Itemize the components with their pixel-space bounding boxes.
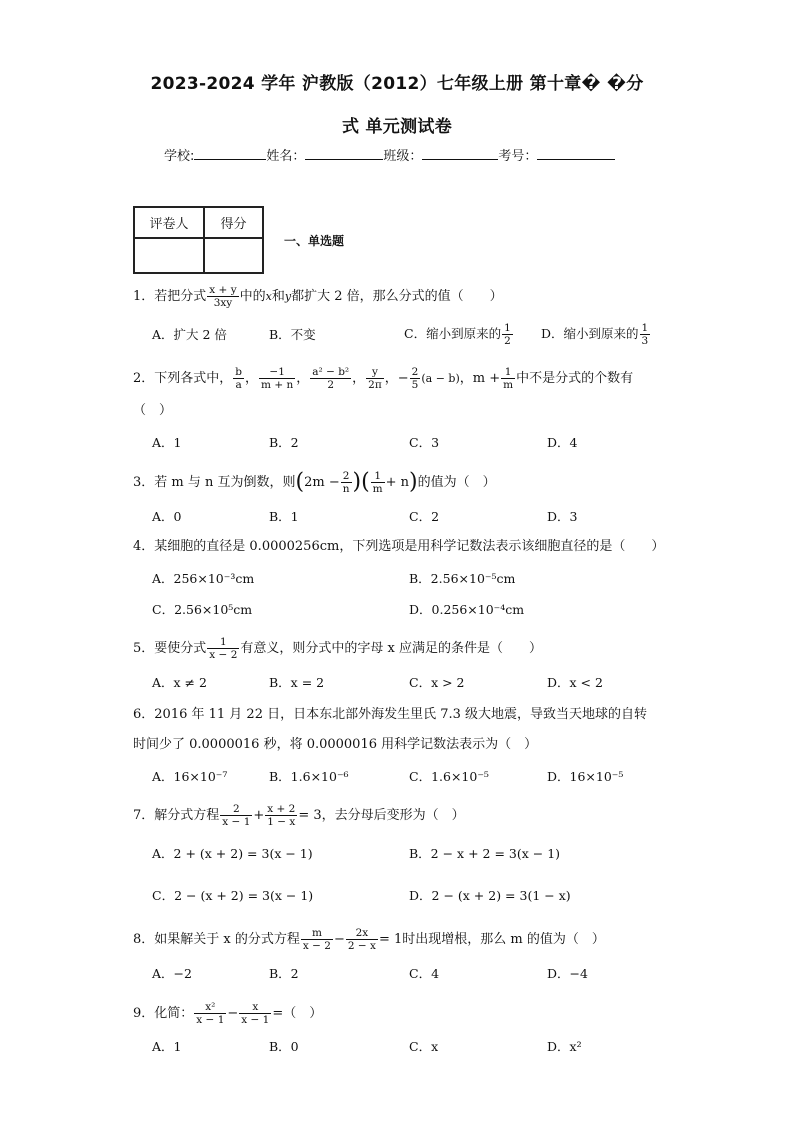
fraction: $\frac{2x}{2 - x}$ — [347, 927, 376, 952]
q3-option-d[interactable]: D．3 — [547, 509, 578, 524]
fraction: $\frac{\text{a² − b²}}{2}$ — [312, 366, 350, 391]
question-6: 6．2016 年 11 月 22 日，日本东北部外海发生里氏 7.3 级大地震，导致当天地球的自转 — [133, 707, 648, 722]
q9-option-c[interactable]: C．x — [409, 1039, 439, 1054]
number-label: 考号： — [498, 149, 538, 164]
q7-option-a[interactable]: A．2 + (x + 2) = 3(x − 1) — [152, 846, 313, 861]
question-text: 若把分式 — [154, 289, 207, 304]
q5-option-c[interactable]: C．x > 2 — [409, 675, 465, 690]
q8-option-b[interactable]: B．2 — [269, 966, 299, 981]
exam-title-line1: 2023-2024 学年 沪教版（2012）七年级上册 第十章� �分 — [150, 74, 644, 94]
grader-header: 评卷人 — [134, 207, 204, 238]
fraction: $\frac{b}{a}$ — [235, 366, 243, 391]
q8-option-d[interactable]: D．−4 — [547, 966, 588, 981]
question-6-line2: 时间少了 0.0000016 秒，将 0.0000016 用科学记数法表示为（ ） — [133, 737, 538, 752]
q3-option-b[interactable]: B．1 — [269, 509, 299, 524]
score-header: 得分 — [204, 207, 263, 238]
school-blank — [194, 147, 266, 160]
fraction: $\frac{2}{5}$ — [411, 366, 419, 391]
question-9: 9．化简： $\frac{\text{x²}}{x - 1}$ − $\frac{x}{x - 1}$ =（ ） — [133, 1001, 323, 1026]
q2-option-d[interactable]: D．4 — [547, 435, 578, 450]
score-cell — [204, 238, 263, 273]
question-1: 1．若把分式 $\frac{x + y}{3xy}$ 中的x和y都扩大 2 倍，那么分式的值（ ） — [133, 284, 503, 309]
fraction: $\frac{x}{x - 1}$ — [241, 1001, 270, 1026]
fraction: $\frac{1}{m}$ — [372, 470, 383, 495]
q7-option-c[interactable]: C．2 − (x + 2) = 3(x − 1) — [152, 888, 314, 903]
q4-option-d[interactable]: D．0.256×10⁻⁴cm — [409, 602, 525, 617]
grader-cell — [134, 238, 204, 273]
exam-title-line2: 式 单元测试卷 — [341, 117, 453, 137]
q5-option-a[interactable]: A．x ≠ 2 — [152, 675, 207, 690]
question-7: 7．解分式方程 $\frac{2}{x - 1}$ + $\frac{x + 2}{1 - x}$ = 3，去分母后变形为（ ） — [133, 803, 465, 828]
fraction: $\frac{1}{x - 2}$ — [209, 636, 238, 661]
fraction: $\frac{m}{x - 2}$ — [302, 927, 331, 952]
q6-option-d[interactable]: D．16×10⁻⁵ — [547, 769, 624, 784]
class-label: 班级： — [383, 149, 423, 164]
score-table — [133, 206, 264, 274]
q4-option-b[interactable]: B．2.56×10⁻⁵cm — [409, 571, 516, 586]
q3-option-a[interactable]: A．0 — [152, 509, 182, 524]
q1-option-a[interactable]: A．扩大 2 倍 — [152, 327, 227, 342]
q1-option-c[interactable]: C．缩小到原来的 $\frac{1}{2}$ — [404, 322, 511, 347]
question-number: 1． — [133, 289, 155, 304]
q4-option-c[interactable]: C．2.56×10⁵cm — [152, 602, 253, 617]
q9-option-a[interactable]: A．1 — [152, 1039, 182, 1054]
q8-option-c[interactable]: C．4 — [409, 966, 440, 981]
q3-option-c[interactable]: C．2 — [409, 509, 440, 524]
question-5: 5．要使分式 $\frac{1}{x - 2}$ 有意义，则分式中的字母 x 应满足的条件是（ ） — [133, 636, 542, 661]
fraction: $\frac{\text{x²}}{x - 1}$ — [196, 1001, 225, 1026]
question-2: 2．下列各式中， $\frac{b}{a}$ ， $\frac{-1}{m + n}$ ， $\frac{\text{a² − b²}}{2}$ ， $\frac{y}{2\pi}$ ，− $\frac{2}{5}$ (a − b)，m + $\frac{1}{m}$ 中不是分式的个数有 — [133, 366, 634, 391]
q6-option-b[interactable]: B．1.6×10⁻⁶ — [269, 769, 349, 784]
q6-option-c[interactable]: C．1.6×10⁻⁵ — [409, 769, 489, 784]
q9-option-d[interactable]: D．x² — [547, 1039, 582, 1054]
q1-option-d[interactable]: D．缩小到原来的 $\frac{1}{3}$ — [541, 322, 649, 347]
q4-option-a[interactable]: A．256×10⁻³cm — [152, 571, 255, 586]
section-title: 一、单选题 — [284, 234, 345, 248]
fraction: $\frac{2}{n}$ — [342, 470, 350, 495]
fraction: $\frac{2}{x - 1}$ — [222, 803, 251, 828]
q5-option-b[interactable]: B．x = 2 — [269, 675, 325, 690]
number-blank — [537, 147, 615, 160]
name-label: 姓名： — [266, 149, 306, 164]
fraction: $\frac{-1}{m + n}$ — [261, 366, 294, 391]
question-4: 4．某细胞的直径是 0.0000256cm，下列选项是用科学记数法表示该细胞直径的是（ ） — [133, 539, 665, 554]
fraction: $\frac{1}{m}$ — [503, 366, 514, 391]
q5-option-d[interactable]: D．x < 2 — [547, 675, 603, 690]
q9-option-b[interactable]: B．0 — [269, 1039, 299, 1054]
school-label: 学校: — [164, 149, 195, 164]
q6-option-a[interactable]: A．16×10⁻⁷ — [152, 769, 228, 784]
question-2-line2: （ ） — [133, 403, 173, 418]
q1-option-b[interactable]: B．不变 — [269, 327, 316, 342]
question-8: 8．如果解关于 x 的分式方程 $\frac{m}{x - 2}$ − $\frac{2x}{2 - x}$ = 1时出现增根，那么 m 的值为（ ） — [133, 927, 605, 952]
fraction: $\frac{x + 2}{1 - x}$ — [267, 803, 296, 828]
fraction: $\frac{x + y}{3xy}$ — [209, 284, 237, 309]
q7-option-d[interactable]: D．2 − (x + 2) = 3(1 − x) — [409, 888, 571, 903]
class-blank — [422, 147, 498, 160]
student-info-row — [164, 145, 615, 164]
question-3: 3．若 m 与 n 互为倒数，则(2m − $\frac{2}{n}$ )( $\frac{1}{m}$ + n)的值为（ ） — [133, 469, 496, 495]
q2-option-b[interactable]: B．2 — [269, 435, 299, 450]
fraction: $\frac{y}{2\pi}$ — [368, 366, 382, 391]
q2-option-c[interactable]: C．3 — [409, 435, 440, 450]
name-blank — [305, 147, 383, 160]
q2-option-a[interactable]: A．1 — [152, 435, 182, 450]
q7-option-b[interactable]: B．2 − x + 2 = 3(x − 1) — [409, 846, 561, 861]
q8-option-a[interactable]: A．−2 — [152, 966, 192, 981]
